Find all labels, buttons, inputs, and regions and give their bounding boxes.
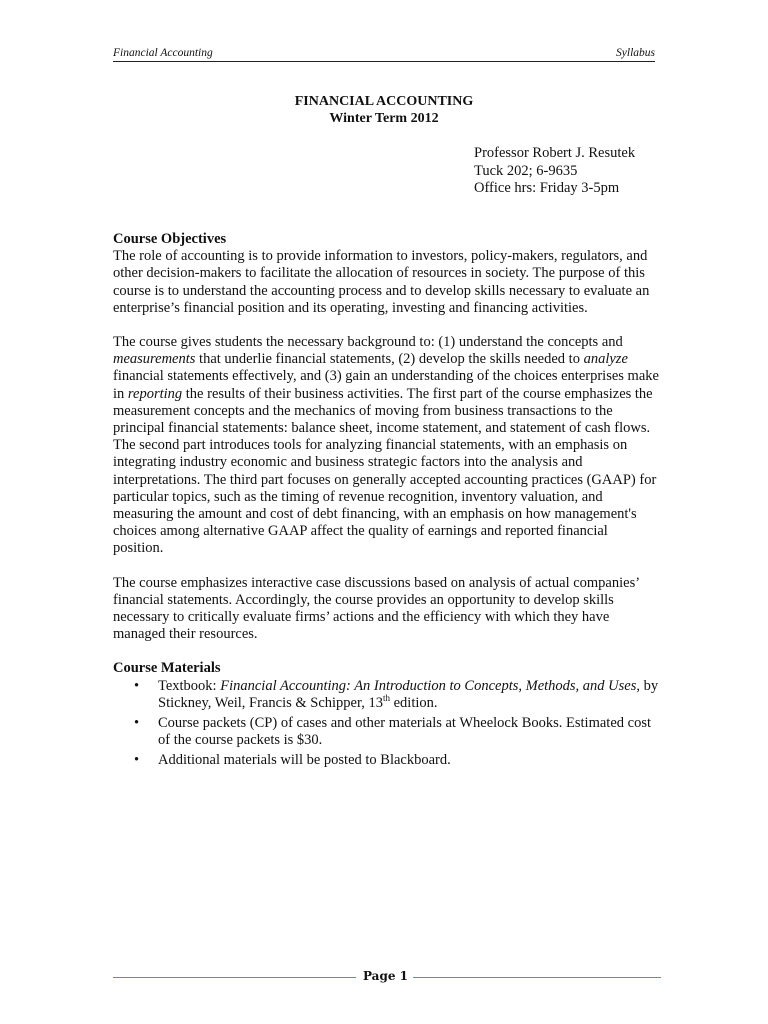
bullet-icon: •: [134, 752, 140, 769]
professor-hours: Office hrs: Friday 3-5pm: [474, 180, 620, 196]
list-item: [113, 678, 659, 712]
objectives-paragraph-3: The course emphasizes interactive case discussions based on analysis of actual companies’ financial statements. Accordingly, the course provides an opportunity to develop skills necessary to critically evaluate firms’ actions and the efficiency with which they have managed their resources.: [113, 574, 639, 643]
edition-superscript: th: [382, 693, 390, 704]
footer-rule-left: [113, 977, 356, 978]
running-header: [113, 46, 655, 62]
document-title: [113, 93, 655, 127]
professor-info: [474, 145, 635, 198]
textbook-title: Financial Accounting: An Introduction to Concepts, Methods, and Uses: [220, 677, 637, 694]
objectives-heading: Course Objectives: [113, 231, 227, 247]
course-packets-text: Course packets (CP) of cases and other materials at Wheelock Books. Estimated cost of the course packets is $30.: [158, 715, 651, 749]
footer-rule-right: [413, 977, 661, 978]
materials-heading: Course Materials: [113, 660, 221, 677]
page-footer: [113, 968, 661, 988]
para2-text-3: financial statements effectively, and (3) gain an understanding of the choices enterprises make in: [113, 368, 659, 402]
page-number: Page 1: [362, 969, 409, 983]
para2-text-1: The course gives students the necessary background to: (1) understand the concepts and: [113, 334, 623, 351]
para2-text-2: that underlie financial statements, (2) develop the skills needed to: [195, 351, 584, 368]
main-content: [113, 231, 659, 773]
para2-emphasis-analyze: analyze: [583, 351, 628, 368]
objectives-paragraph-2: [113, 334, 659, 558]
bullet-icon: •: [134, 715, 140, 732]
bullet-icon: •: [134, 677, 140, 694]
textbook-authors: , by Stickney, Weil, Francis & Schipper, 13: [158, 677, 659, 711]
list-item: [113, 752, 659, 769]
header-right-title: Syllabus: [616, 47, 655, 59]
title-line-term: Winter Term 2012: [329, 111, 439, 126]
professor-office: Tuck 202; 6-9635: [474, 162, 578, 179]
para2-text-4: the results of their business activities. The first part of the course emphasizes the measurement concepts and the mechanics of moving from business transactions to the principal financial statements: balance sheet, income statement, and statement of cash flows. The second part introduces tools for analyzing financial statements, with an emphasis on integrating industry economic and business strategic factors into the analysis and interpretations. The third part focuses on generally accepted accounting practices (GAAP) for particular topics, such as the timing of revenue recognition, inventory valuation, and measuring the amount and cost of debt financing, with an emphasis on how management's choices among alternative GAAP affect the quality of earnings and reported financial position.: [113, 385, 657, 557]
para2-emphasis-measurements: measurements: [113, 351, 196, 368]
title-line-course: FINANCIAL ACCOUNTING: [294, 94, 474, 109]
materials-list: [113, 678, 659, 770]
header-left-title: Financial Accounting: [113, 47, 213, 59]
para2-emphasis-reporting: reporting: [127, 385, 183, 402]
list-item: [113, 715, 659, 749]
blackboard-text: Additional materials will be posted to Blackboard.: [158, 752, 451, 769]
textbook-edition: edition.: [390, 694, 438, 711]
objectives-paragraph-1: The role of accounting is to provide information to investors, policy-makers, regulators, and other decision-makers to facilitate the allocation of resources in society. The purpose of this course is to understand the accounting process and to develop skills necessary to evaluate an enterprise’s financial position and its operating, investing and financing activities.: [113, 248, 650, 316]
professor-name: Professor Robert J. Resutek: [474, 145, 636, 161]
textbook-prefix: Textbook:: [158, 677, 221, 694]
